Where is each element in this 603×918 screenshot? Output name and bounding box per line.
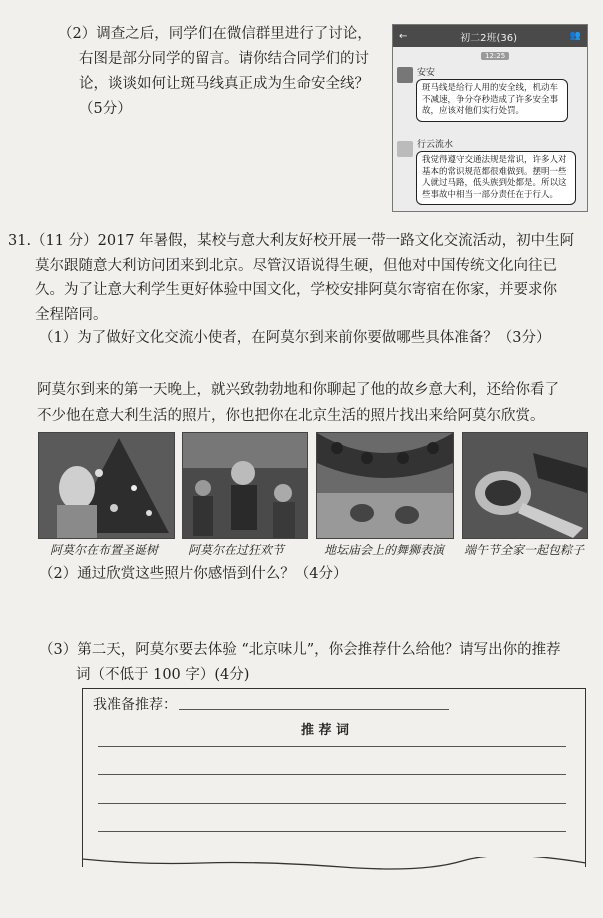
recommend-blank[interactable] <box>179 709 449 710</box>
q2-line: 右图是部分同学的留言。请你结合同学们的讨 <box>79 51 369 67</box>
q31-paragraph-line: 阿莫尔到来的第一天晚上，就兴致勃勃地和你聊起了他的故乡意大利，还给你看了 <box>37 382 559 398</box>
photo-caption: 阿莫尔在布置圣诞树 <box>50 543 159 557</box>
writing-line[interactable] <box>98 831 566 832</box>
photo-caption: 端午节全家一起包粽子 <box>464 543 585 557</box>
q31-paragraph-line: 不少他在意大利生活的照片，你也把你在北京生活的照片找出来给阿莫尔欣赏。 <box>37 408 545 424</box>
recommend-prompt: 我准备推荐： <box>93 697 177 713</box>
recommend-heading: 推 荐 词 <box>301 723 350 738</box>
lion-dance-image <box>317 433 453 538</box>
q31-line: 莫尔跟随意大利访问团来到北京。尽管汉语说得生硬，但他对中国传统文化向往已 <box>35 257 557 274</box>
q31-sub3-line: 词（不低于 100 字）(4分) <box>76 667 250 683</box>
photo-caption: 阿莫尔在过狂欢节 <box>188 543 285 557</box>
chat-header <box>393 25 587 47</box>
chat-timestamp: 12:25 <box>481 52 509 60</box>
question-31 <box>8 229 593 327</box>
chat-message: 我觉得遵守交通法规是常识，许多人对基本的常识规范都很难做到。摆明一些人就过马路，低头族到处都是。所以这些事故中相当一部分责任在于行人。 <box>416 151 576 205</box>
chat-title: 初二2班(36) <box>460 32 518 44</box>
answer-box[interactable] <box>82 688 586 867</box>
q2-line: 论，谈谈如何让斑马线真正成为生命安全线？ <box>79 76 369 92</box>
writing-line[interactable] <box>98 746 566 747</box>
q31-line: 久。为了让意大利学生更好体验中国文化，学校安排阿莫尔寄宿在你家，并要求你 <box>35 282 557 298</box>
q2-line: （5分） <box>79 101 132 117</box>
zongzi-image <box>463 433 587 538</box>
photo-zongzi <box>462 432 588 539</box>
torn-edge <box>82 857 586 877</box>
photo-lion-dance <box>316 432 454 539</box>
wechat-screenshot <box>392 24 588 212</box>
q31-line: 31.（11 分）2017 年暑假，某校与意大利友好校开展一带一路文化交流活动，初中生阿 <box>8 233 575 249</box>
chat-username: 安安 <box>417 68 436 78</box>
photo-caption: 地坛庙会上的舞狮表演 <box>324 543 445 557</box>
q31-sub3-line: （3）第二天，阿莫尔要去体验 “北京味儿”，你会推荐什么给他？请写出你的推荐 <box>39 642 561 658</box>
photo-carnival <box>182 432 308 539</box>
question-2-text <box>58 22 372 122</box>
back-arrow-icon: ← <box>399 30 408 42</box>
photo-christmas-tree <box>38 432 175 539</box>
q31-sub2: （2）通过欣赏这些照片你感悟到什么？（4分） <box>39 566 348 582</box>
q2-line: （2）调查之后，同学们在微信群里进行了讨论， <box>58 26 372 42</box>
q31-line: 全程陪同。 <box>35 306 108 323</box>
chat-message: 斑马线是给行人用的安全线，机动车不减速，争分夺秒造成了许多安全事故，应该对他们实行处罚。 <box>416 79 568 122</box>
chat-username: 行云流水 <box>417 140 454 150</box>
group-members-icon: 👥 <box>569 31 581 41</box>
avatar <box>397 67 413 83</box>
q31-sub1: （1）为了做好文化交流小使者，在阿莫尔到来前你要做哪些具体准备？（3分） <box>39 330 551 346</box>
avatar <box>397 141 413 157</box>
christmas-tree-image <box>39 433 174 538</box>
carnival-image <box>183 433 307 538</box>
writing-line[interactable] <box>98 774 566 775</box>
writing-line[interactable] <box>98 803 566 804</box>
